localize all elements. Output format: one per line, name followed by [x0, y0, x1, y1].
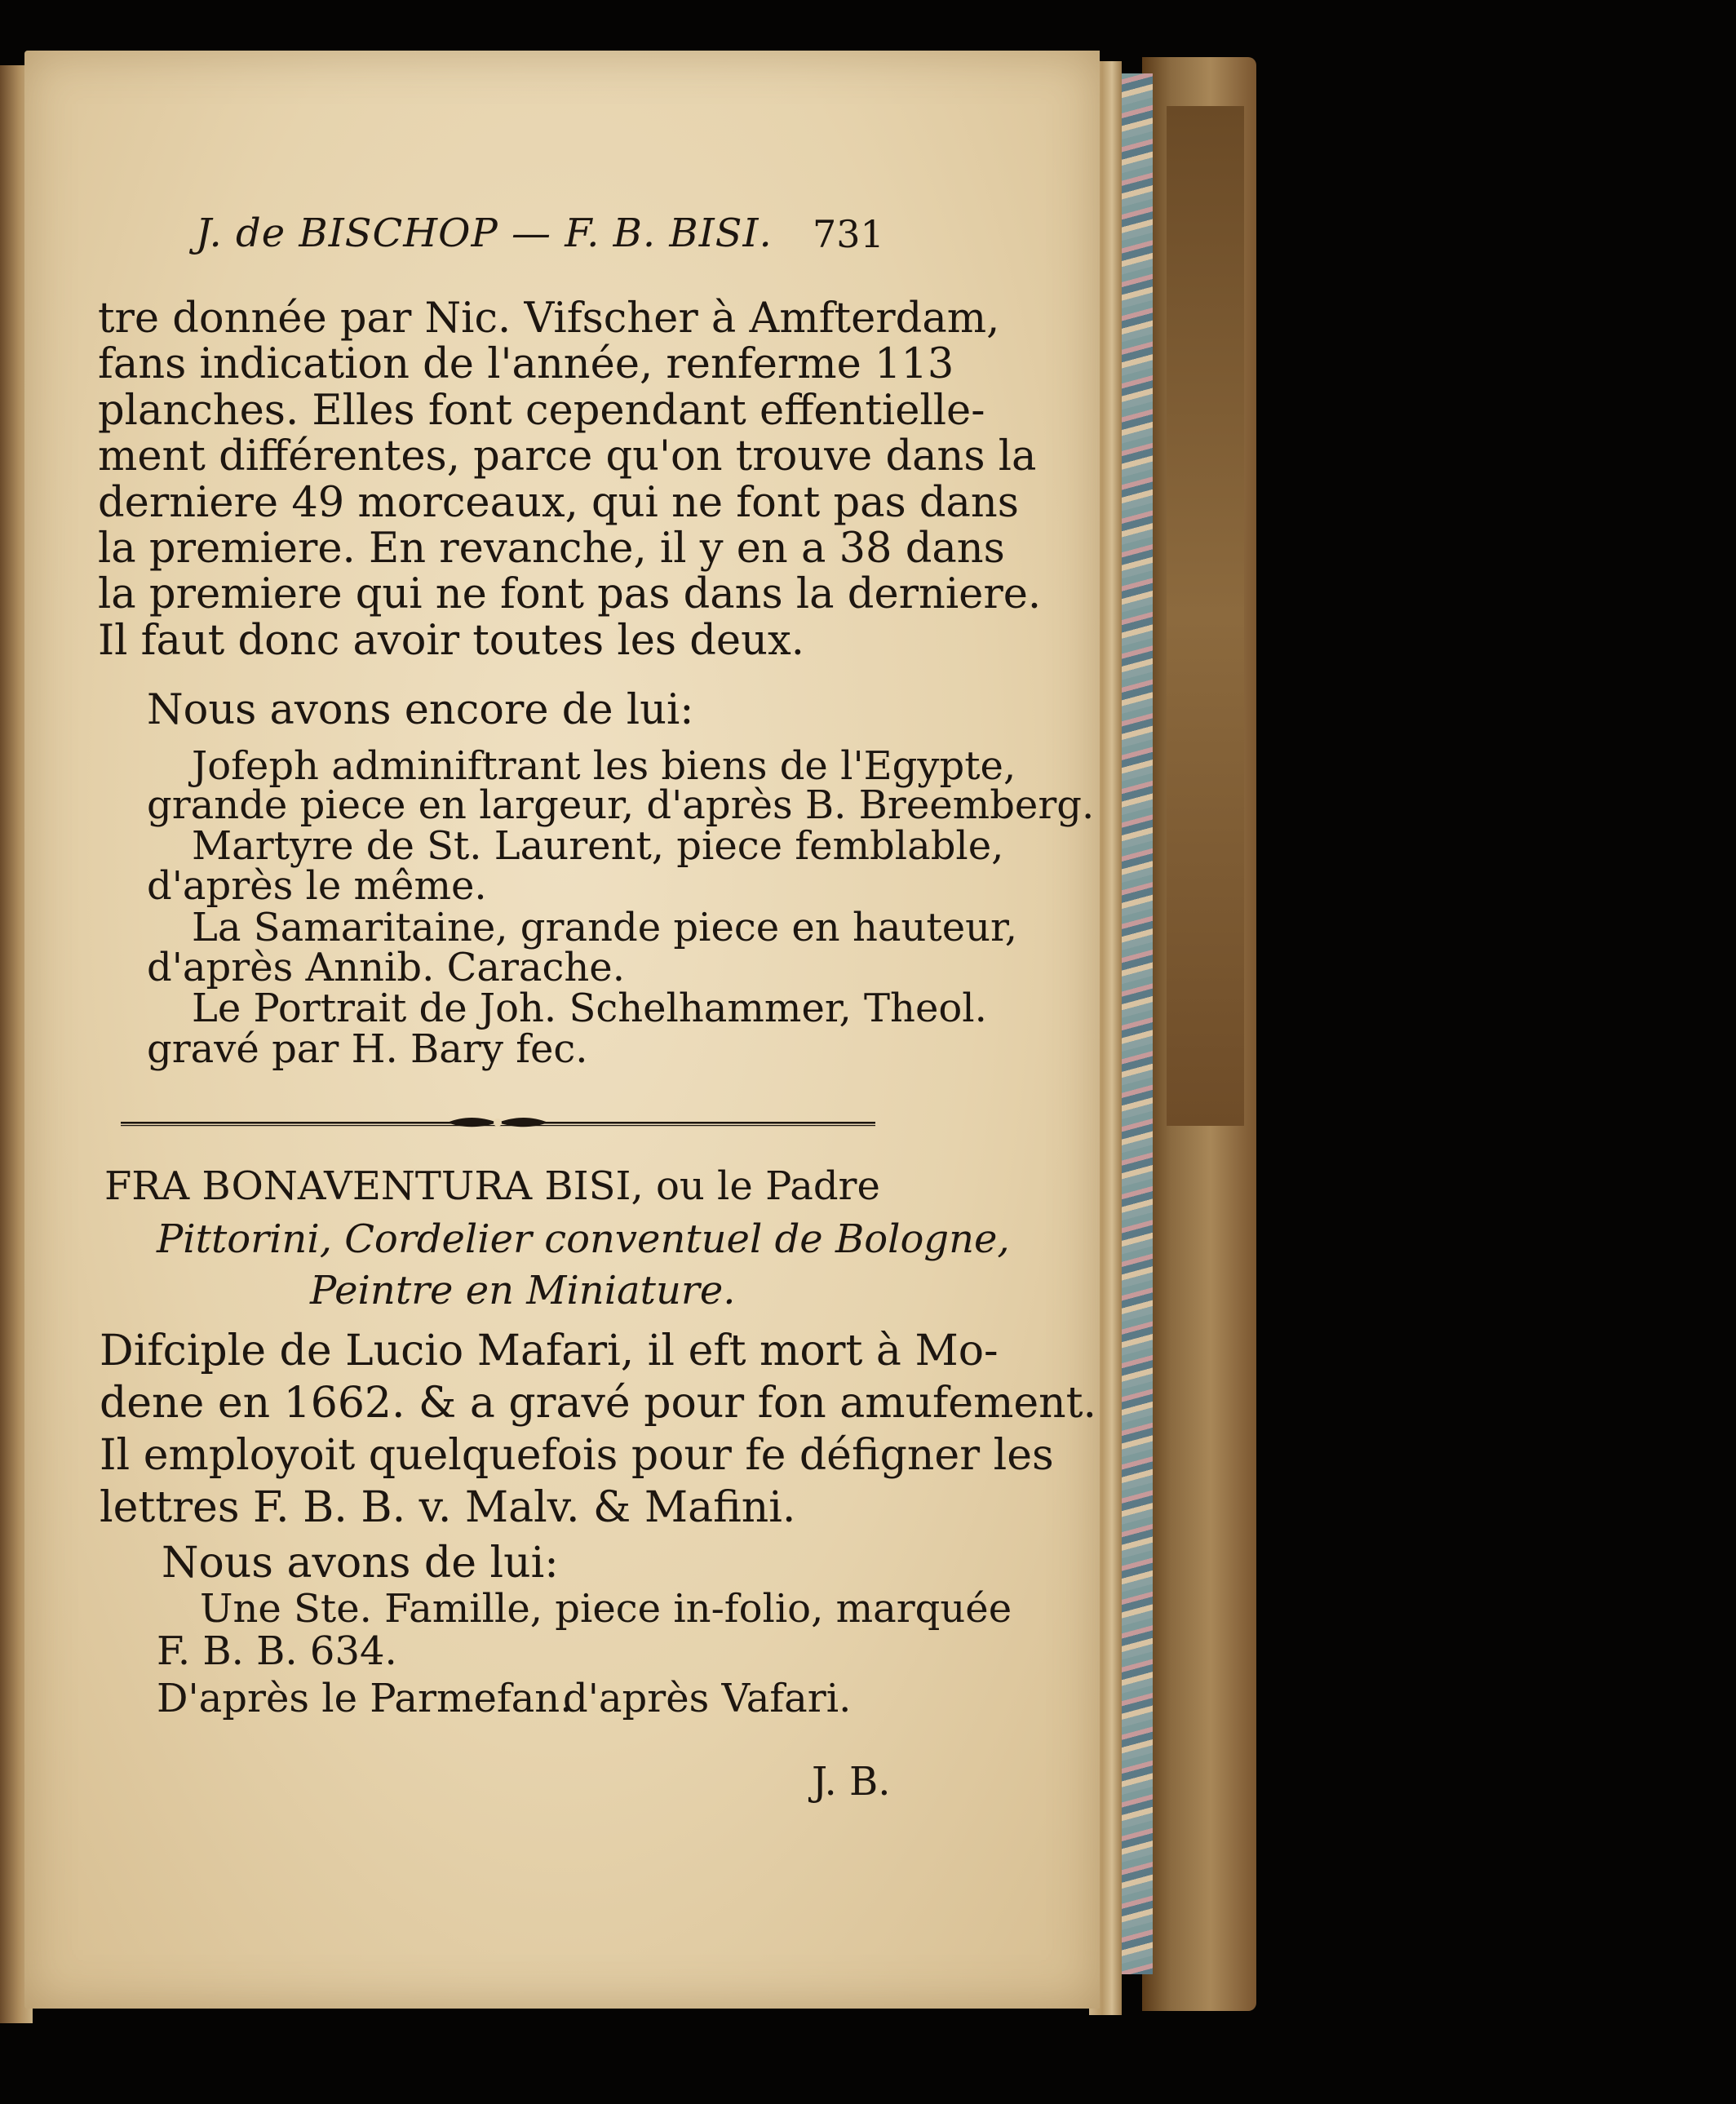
bischop-work-line-7: Le Portrait de Joh. Schelhammer, Theol.	[192, 986, 987, 1031]
running-title: J. de BISCHOP — F. B. BISI.	[196, 210, 773, 256]
bischop-line-2: fans indication de l'année, renferme 113	[98, 340, 954, 388]
bischop-work-line-1: Jofeph adminiftrant les biens de l'Egypte,	[192, 743, 1016, 789]
bisi-heading-line-3: Peintre en Miniature.	[310, 1268, 736, 1313]
bisi-line-1: Difciple de Lucio Mafari, il eft mort à Mo-	[100, 1327, 999, 1375]
bischop-line-8: Il faut donc avoir toutes les deux.	[98, 617, 804, 665]
bisi-heading-line-2: Pittorini, Cordelier conventuel de Bologne,	[157, 1216, 1010, 1262]
bischop-work-line-6: d'après Annib. Carache.	[147, 945, 625, 990]
bischop-line-1: tre donnée par Nic. Vifscher à Amfterdam,	[98, 295, 1000, 343]
bischop-line-7: la premiere qui ne font pas dans la derniere.	[98, 570, 1042, 618]
bisi-work-line-2: F. B. B. 634.	[157, 1628, 397, 1674]
bisi-line-3: Il employoit quelquefois pour fe défigner les	[100, 1431, 1054, 1480]
cover-label-strip	[1167, 106, 1244, 1126]
bisi-works-intro: Nous avons de lui:	[162, 1539, 559, 1588]
bischop-works-intro: Nous avons encore de lui:	[147, 686, 694, 734]
bischop-work-line-2: grande piece en largeur, d'après B. Breemberg.	[147, 782, 1095, 828]
bischop-line-6: la premiere. En revanche, il y en a 38 dans	[98, 525, 1005, 573]
bischop-work-line-3: Martyre de St. Laurent, piece femblable,	[192, 823, 1004, 869]
after-parmesan: D'après le Parmefan.	[157, 1676, 573, 1721]
bisi-line-2: dene en 1662. & a gravé pour fon amufement.	[100, 1379, 1097, 1428]
author-initials: J. B.	[812, 1759, 891, 1805]
page-number: 731	[813, 212, 884, 256]
bisi-work-line-1: Une Ste. Famille, piece in-folio, marquée	[200, 1586, 1012, 1632]
after-vasari: d'après Vafari.	[563, 1676, 852, 1721]
bischop-line-3: planches. Elles font cependant effentielle-	[98, 387, 985, 435]
bisi-heading-line-1: FRA BONAVENTURA BISI, ou le Padre	[104, 1163, 880, 1209]
ornamental-divider	[121, 1116, 875, 1129]
bischop-work-line-4: d'après le même.	[147, 863, 487, 909]
bischop-work-line-8: gravé par H. Bary fec.	[147, 1026, 588, 1072]
bischop-line-4: ment différentes, parce qu'on trouve dans la	[98, 432, 1037, 481]
bisi-line-4: lettres F. B. B. v. Malv. & Mafini.	[100, 1483, 796, 1532]
bischop-work-line-5: La Samaritaine, grande piece en hauteur,	[192, 905, 1017, 950]
bischop-line-5: derniere 49 morceaux, qui ne font pas dans	[98, 479, 1019, 527]
